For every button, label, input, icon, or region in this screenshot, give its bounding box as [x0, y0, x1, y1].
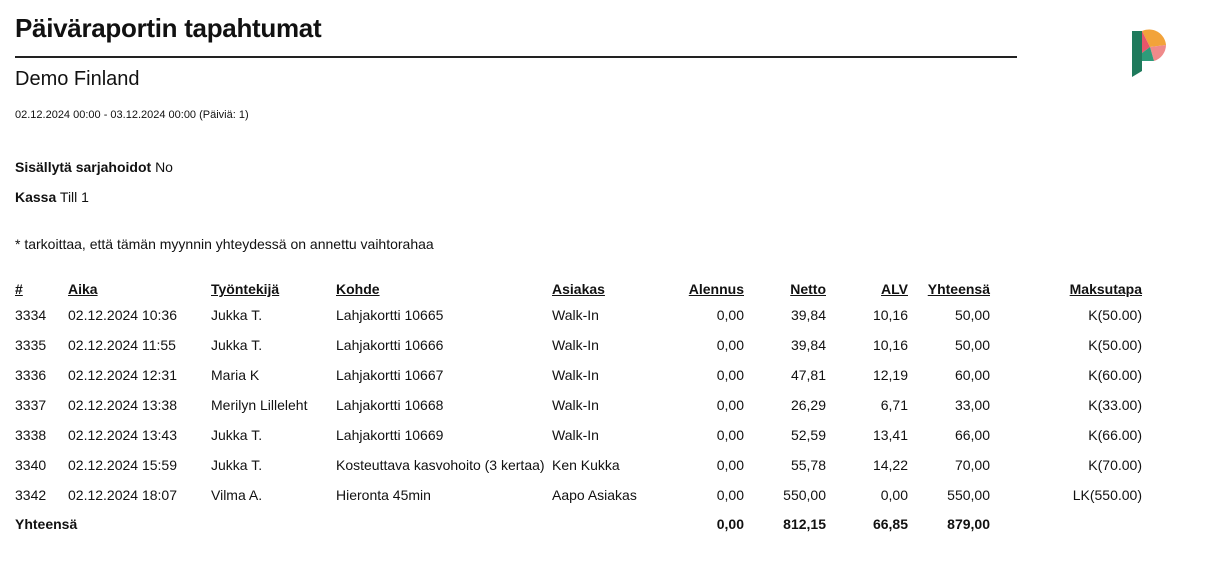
table-row	[15, 360, 1142, 390]
cell-customer: Walk-In	[552, 367, 599, 383]
cell-employee: Jukka T.	[211, 427, 263, 443]
cell-vat: 10,16	[872, 307, 908, 323]
total-sum: 879,00	[947, 516, 990, 532]
cell-total: 60,00	[954, 367, 990, 383]
cell-employee: Jukka T.	[211, 337, 263, 353]
cell-vat: 0,00	[880, 487, 908, 503]
cell-net: 550,00	[783, 487, 826, 503]
cell-net: 47,81	[790, 367, 826, 383]
cell-vat: 10,16	[872, 337, 908, 353]
filter-value: Till 1	[59, 189, 89, 205]
cell-item: Lahjakortti 10665	[336, 307, 444, 323]
cell-vat: 13,41	[872, 427, 908, 443]
cell-employee: Merilyn Lilleleht	[211, 397, 308, 413]
transactions-table	[15, 278, 1142, 533]
cell-number: 3342	[15, 487, 47, 503]
cell-time: 02.12.2024 11:55	[68, 337, 176, 353]
cell-customer: Walk-In	[552, 307, 599, 323]
cell-payment: K(66.00)	[1088, 427, 1142, 443]
cell-total: 550,00	[947, 487, 990, 503]
cell-employee: Maria K	[211, 367, 260, 383]
total-label: Yhteensä	[15, 516, 78, 532]
cell-payment: K(70.00)	[1088, 457, 1142, 473]
cell-payment: K(33.00)	[1088, 397, 1142, 413]
cell-customer: Walk-In	[552, 397, 599, 413]
cell-total: 70,00	[954, 457, 990, 473]
brand-logo-icon	[1128, 27, 1170, 79]
cell-net: 39,84	[790, 307, 826, 323]
cell-employee: Jukka T.	[211, 457, 263, 473]
table-row	[15, 300, 1142, 330]
cell-item: Hieronta 45min	[336, 487, 431, 503]
cell-number: 3335	[15, 337, 47, 353]
cell-payment: K(50.00)	[1088, 307, 1142, 323]
cell-customer: Walk-In	[552, 337, 599, 353]
cell-employee: Vilma A.	[211, 487, 263, 503]
cell-number: 3337	[15, 397, 47, 413]
cell-payment: K(50.00)	[1088, 337, 1142, 353]
cell-employee: Jukka T.	[211, 307, 263, 323]
col-header-vat: ALV	[881, 281, 908, 297]
cell-net: 55,78	[790, 457, 826, 473]
cell-time: 02.12.2024 13:38	[68, 397, 177, 413]
report-header	[15, 12, 1017, 58]
cell-time: 02.12.2024 12:31	[68, 367, 177, 383]
cell-net: 52,59	[790, 427, 826, 443]
col-header-payment: Maksutapa	[1069, 281, 1142, 297]
cell-discount: 0,00	[716, 337, 744, 353]
cell-net: 26,29	[790, 397, 826, 413]
cell-time: 02.12.2024 15:59	[68, 457, 177, 473]
cell-vat: 6,71	[880, 397, 908, 413]
cell-item: Lahjakortti 10668	[336, 397, 444, 413]
cell-number: 3338	[15, 427, 47, 443]
cell-discount: 0,00	[716, 307, 744, 323]
cell-discount: 0,00	[716, 457, 744, 473]
company-name: Demo Finland	[15, 68, 140, 90]
cell-time: 02.12.2024 13:43	[68, 427, 177, 443]
col-header-item: Kohde	[336, 281, 380, 297]
col-header-net: Netto	[790, 281, 826, 297]
total-discount: 0,00	[716, 516, 744, 532]
filter-series-treatments	[15, 159, 173, 175]
cell-item: Lahjakortti 10669	[336, 427, 444, 443]
total-row	[15, 510, 1142, 533]
change-note: * tarkoittaa, että tämän myynnin yhteydessä on annettu vaihtorahaa	[15, 236, 434, 252]
col-header-number: #	[15, 281, 23, 297]
cell-total: 50,00	[954, 307, 990, 323]
cell-number: 3340	[15, 457, 47, 473]
cell-time: 02.12.2024 18:07	[68, 487, 177, 503]
cell-discount: 0,00	[716, 367, 744, 383]
table-row	[15, 480, 1142, 510]
table-row	[15, 450, 1142, 480]
table-row	[15, 420, 1142, 450]
table-header-row	[15, 278, 1142, 300]
cell-payment: LK(550.00)	[1072, 487, 1142, 503]
filter-till	[15, 189, 89, 205]
cell-total: 50,00	[954, 337, 990, 353]
col-header-employee: Työntekijä	[211, 281, 280, 297]
cell-customer: Aapo Asiakas	[552, 487, 637, 503]
table-row	[15, 390, 1142, 420]
cell-payment: K(60.00)	[1088, 367, 1142, 383]
cell-discount: 0,00	[716, 487, 744, 503]
page-title: Päiväraportin tapahtumat	[15, 13, 322, 43]
cell-vat: 12,19	[872, 367, 908, 383]
cell-discount: 0,00	[716, 397, 744, 413]
total-payment-empty	[990, 510, 1142, 533]
filter-label: Sisällytä sarjahoidot	[15, 159, 152, 175]
cell-item: Lahjakortti 10667	[336, 367, 444, 383]
filter-label: Kassa	[15, 189, 57, 205]
table-row	[15, 330, 1142, 360]
cell-number: 3336	[15, 367, 47, 383]
cell-vat: 14,22	[872, 457, 908, 473]
cell-customer: Walk-In	[552, 427, 599, 443]
cell-discount: 0,00	[716, 427, 744, 443]
cell-customer: Ken Kukka	[552, 457, 620, 473]
cell-total: 33,00	[954, 397, 990, 413]
cell-item: Lahjakortti 10666	[336, 337, 444, 353]
cell-total: 66,00	[954, 427, 990, 443]
col-header-time: Aika	[68, 281, 98, 297]
cell-net: 39,84	[790, 337, 826, 353]
title-divider	[15, 56, 1017, 58]
cell-number: 3334	[15, 307, 47, 323]
col-header-customer: Asiakas	[552, 281, 605, 297]
filter-value: No	[155, 159, 173, 175]
table-body	[15, 300, 1142, 510]
cell-item: Kosteuttava kasvohoito (3 kertaa)	[336, 457, 545, 473]
total-vat: 66,85	[872, 516, 908, 532]
cell-time: 02.12.2024 10:36	[68, 307, 177, 323]
col-header-total: Yhteensä	[927, 281, 990, 297]
total-net: 812,15	[783, 516, 826, 532]
col-header-discount: Alennus	[688, 281, 744, 297]
date-range: 02.12.2024 00:00 - 03.12.2024 00:00 (Päiviä: 1)	[15, 109, 249, 121]
